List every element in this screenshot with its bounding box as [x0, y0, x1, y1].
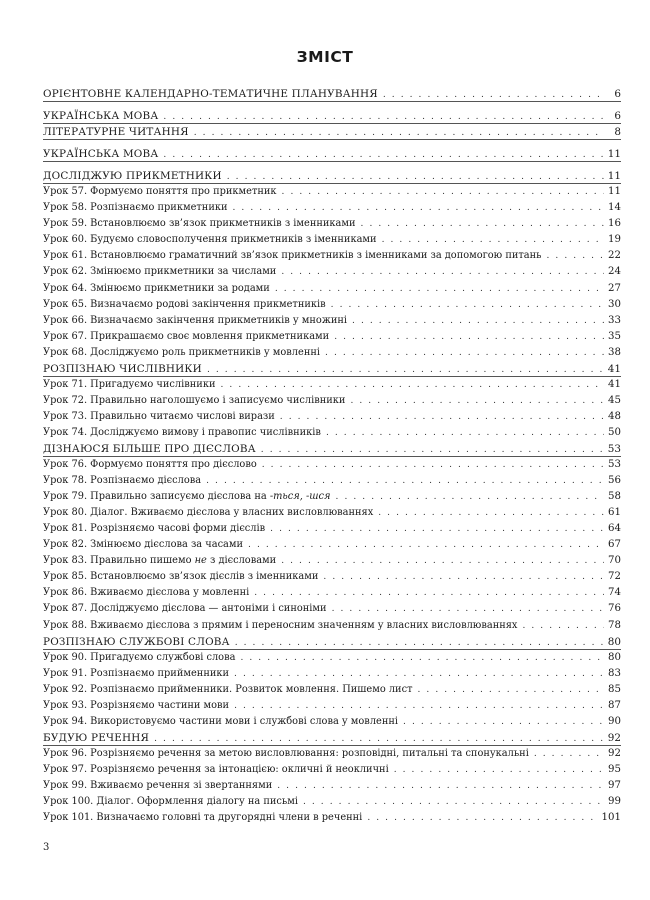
toc-entry-title: Урок 87. Досліджуємо дієслова — антоніми і синоніми: [43, 603, 327, 615]
toc-page-number: 67: [608, 539, 621, 551]
dot-leader: [418, 684, 605, 696]
toc-entry-title: Урок 82. Змінюємо дієслова за часами: [43, 539, 244, 551]
toc-lesson-row[interactable]: [43, 329, 621, 345]
toc-section-row[interactable]: [43, 730, 621, 746]
dot-leader: [331, 299, 604, 311]
dot-leader: [235, 637, 604, 649]
dot-leader: [336, 491, 604, 503]
toc-page-number: 22: [608, 250, 621, 262]
toc-page-number: 53: [608, 459, 621, 471]
toc-page-number: 14: [608, 202, 621, 214]
toc-page-number: 72: [608, 571, 621, 583]
toc-entry-title: РОЗПІЗНАЮ СЛУЖБОВІ СЛОВА: [43, 635, 230, 648]
table-of-contents: [43, 86, 621, 826]
toc-entry-title: Урок 92. Розпізнаємо прийменники. Розвиток мовлення. Пишемо лист: [43, 683, 413, 695]
toc-lesson-row[interactable]: [43, 264, 621, 280]
dot-leader: [303, 796, 604, 808]
toc-page-number: 8: [614, 126, 621, 139]
toc-lesson-row[interactable]: [43, 393, 621, 409]
toc-page-number: 99: [608, 796, 621, 808]
toc-page-number: 35: [608, 330, 621, 342]
dot-leader: [277, 780, 604, 792]
toc-entry-title: Урок 73. Правильно читаємо числові вирази: [43, 410, 275, 422]
toc-page-number: 11: [607, 170, 621, 183]
dot-leader: [332, 603, 604, 615]
dot-leader: [323, 571, 604, 583]
toc-entry-title: УКРАЇНСЬКА МОВА: [43, 148, 159, 161]
toc-section-row[interactable]: [43, 168, 621, 184]
toc-lesson-row[interactable]: [43, 377, 621, 393]
dot-leader: [352, 315, 604, 327]
toc-lesson-row[interactable]: [43, 457, 621, 473]
page-number: 3: [43, 842, 50, 853]
toc-lesson-row[interactable]: [43, 569, 621, 585]
toc-page-number: 101: [601, 812, 621, 824]
toc-page-number: 33: [608, 314, 621, 326]
toc-lesson-row[interactable]: [43, 200, 621, 216]
toc-page-number: 19: [608, 234, 621, 246]
toc-page-number: 24: [608, 266, 621, 278]
toc-lesson-row[interactable]: [43, 618, 621, 634]
toc-section-row[interactable]: [43, 108, 621, 124]
toc-entry-title: РОЗПІЗНАЮ ЧИСЛІВНИКИ: [43, 362, 202, 375]
toc-page-number: 50: [608, 426, 621, 438]
toc-entry-title: Урок 59. Встановлюємо зв’язок прикметників з іменниками: [43, 218, 356, 230]
dot-leader: [394, 764, 604, 776]
dot-leader: [383, 89, 604, 101]
dot-leader: [522, 620, 604, 632]
dot-leader: [254, 587, 604, 599]
toc-lesson-row[interactable]: [43, 585, 621, 601]
toc-entry-title: Урок 86. Вживаємо дієслова у мовленні: [43, 587, 250, 599]
toc-lesson-row[interactable]: [43, 601, 621, 617]
dot-leader: [154, 733, 604, 745]
dot-leader: [221, 379, 605, 391]
toc-lesson-row[interactable]: [43, 345, 621, 361]
toc-entry-title: Урок 66. Визначаємо закінчення прикметників у множині: [43, 314, 348, 326]
dot-leader: [280, 411, 604, 423]
toc-page-number: 80: [608, 651, 621, 663]
toc-entry-title: БУДУЮ РЕЧЕННЯ: [43, 731, 150, 744]
toc-lesson-row[interactable]: [43, 650, 621, 666]
toc-page-number: 48: [608, 410, 621, 422]
dot-leader: [234, 668, 604, 680]
dot-leader: [233, 202, 604, 214]
toc-lesson-row[interactable]: [43, 698, 621, 714]
toc-page-number: 61: [608, 507, 621, 519]
toc-page-number: 83: [608, 667, 621, 679]
toc-entry-title: Урок 100. Діалог. Оформлення діалогу на письмі: [43, 796, 298, 808]
toc-page-number: 70: [608, 555, 621, 567]
toc-lesson-row[interactable]: [43, 810, 621, 826]
toc-entry-title: ОРІЄНТОВНЕ КАЛЕНДАРНО-ТЕМАТИЧНЕ ПЛАНУВАННЯ: [43, 88, 378, 100]
dot-leader: [206, 475, 604, 487]
toc-lesson-row[interactable]: [43, 216, 621, 232]
toc-entry-title: Урок 67. Прикрашаємо своє мовлення прикметниками: [43, 330, 330, 342]
toc-page-number: 95: [608, 763, 621, 775]
toc-page-number: 64: [608, 523, 621, 535]
dot-leader: [163, 149, 604, 161]
toc-entry-title: Урок 99. Вживаємо речення зі звертаннями: [43, 779, 273, 791]
toc-lesson-row[interactable]: [43, 248, 621, 264]
toc-lesson-row[interactable]: [43, 489, 621, 505]
toc-page-number: 87: [608, 699, 621, 711]
toc-lesson-row[interactable]: [43, 297, 621, 313]
toc-entry-title: Урок 68. Досліджуємо роль прикметників у мовленні: [43, 346, 321, 358]
toc-entry-title: Урок 79. Правильно записуємо дієслова на -ться, -шся: [43, 491, 331, 503]
toc-entry-title: Урок 90. Пригадуємо службові слова: [43, 651, 236, 663]
dot-leader: [270, 523, 604, 535]
dot-leader: [378, 507, 604, 519]
toc-page-number: 80: [607, 635, 621, 648]
toc-page-number: 97: [608, 779, 621, 791]
dot-leader: [234, 700, 604, 712]
dot-leader: [326, 427, 604, 439]
toc-lesson-row[interactable]: [43, 746, 621, 762]
toc-entry-title: Урок 64. Змінюємо прикметники за родами: [43, 282, 270, 294]
toc-entry-title: ДОСЛІДЖУЮ ПРИКМЕТНИКИ: [43, 170, 222, 183]
toc-entry-title: Урок 60. Будуємо словосполучення прикметників з іменниками: [43, 234, 377, 246]
toc-page-number: 11: [607, 148, 621, 161]
dot-leader: [325, 347, 604, 359]
toc-page-number: 6: [614, 110, 621, 123]
toc-lesson-row[interactable]: [43, 666, 621, 682]
toc-page-number: 85: [608, 683, 621, 695]
toc-page-number: 11: [608, 186, 621, 198]
toc-entry-title: Урок 80. Діалог. Вживаємо дієслова у власних висловлюваннях: [43, 507, 374, 519]
dot-leader: [227, 171, 604, 183]
toc-section-row[interactable]: [43, 361, 621, 377]
toc-lesson-row[interactable]: [43, 409, 621, 425]
toc-page-number: 53: [607, 442, 621, 455]
toc-lesson-row[interactable]: [43, 682, 621, 698]
toc-entry-title: Урок 65. Визначаємо родові закінчення прикметників: [43, 298, 326, 310]
toc-entry-title: Урок 93. Розрізняємо частини мови: [43, 699, 230, 711]
dot-leader: [534, 748, 604, 760]
toc-page-number: 45: [608, 394, 621, 406]
toc-page-number: 74: [608, 587, 621, 599]
page-title: ЗМІСТ: [296, 48, 354, 66]
toc-lesson-row[interactable]: [43, 553, 621, 569]
toc-page-number: 58: [608, 491, 621, 503]
toc-entry-title: ДІЗНАЮСЯ БІЛЬШЕ ПРО ДІЄСЛОВА: [43, 442, 256, 455]
dot-leader: [350, 395, 604, 407]
toc-section-row[interactable]: [43, 146, 621, 162]
toc-page-number: 30: [608, 298, 621, 310]
toc-lesson-row[interactable]: [43, 521, 621, 537]
toc-page-number: 56: [608, 475, 621, 487]
dot-leader: [248, 539, 604, 551]
dot-leader: [207, 364, 604, 376]
toc-entry-title: Урок 78. Розпізнаємо дієслова: [43, 475, 202, 487]
dot-leader: [361, 218, 604, 230]
toc-entry-title: Урок 83. Правильно пишемо не з дієсловами: [43, 555, 277, 567]
toc-lesson-row[interactable]: [43, 281, 621, 297]
dot-leader: [334, 331, 604, 343]
toc-entry-title: Урок 71. Пригадуємо числівники: [43, 378, 216, 390]
toc-lesson-row[interactable]: [43, 505, 621, 521]
toc-page-number: 92: [607, 731, 621, 744]
toc-page-number: 38: [608, 346, 621, 358]
toc-page-number: 90: [608, 715, 621, 727]
toc-entry-title: Урок 72. Правильно наголошуємо і записуємо числівники: [43, 394, 346, 406]
toc-lesson-row[interactable]: [43, 184, 621, 200]
toc-page-number: 92: [608, 747, 621, 759]
dot-leader: [282, 186, 604, 198]
toc-page-number: 78: [608, 619, 621, 631]
toc-lesson-row[interactable]: [43, 232, 621, 248]
dot-leader: [262, 459, 604, 471]
toc-entry-title: Урок 76. Формуємо поняття про дієслово: [43, 459, 257, 471]
toc-lesson-row[interactable]: [43, 425, 621, 441]
dot-leader: [261, 444, 604, 456]
dot-leader: [367, 812, 598, 824]
toc-lesson-row[interactable]: [43, 762, 621, 778]
toc-lesson-row[interactable]: [43, 778, 621, 794]
toc-entry-title: УКРАЇНСЬКА МОВА: [43, 110, 159, 123]
toc-lesson-row[interactable]: [43, 714, 621, 730]
toc-lesson-row[interactable]: [43, 537, 621, 553]
toc-entry-title: Урок 58. Розпізнаємо прикметники: [43, 202, 228, 214]
toc-section-row[interactable]: [43, 441, 621, 457]
toc-entry-title: Урок 62. Змінюємо прикметники за числами: [43, 266, 277, 278]
toc-section-row[interactable]: [43, 86, 621, 102]
toc-section-row[interactable]: [43, 634, 621, 650]
toc-entry-title: Урок 101. Визначаємо головні та другорядні члени в реченні: [43, 812, 363, 824]
toc-entry-title: Урок 85. Встановлюємо зв’язок дієслів з іменниками: [43, 571, 319, 583]
dot-leader: [547, 250, 604, 262]
dot-leader: [403, 716, 604, 728]
toc-entry-title: Урок 74. Досліджуємо вимову і правопис числівників: [43, 426, 321, 438]
toc-entry-title: Урок 81. Розрізняємо часові форми дієслів: [43, 523, 266, 535]
toc-page-number: 6: [614, 88, 621, 100]
toc-entry-title: ЛІТЕРАТУРНЕ ЧИТАННЯ: [43, 126, 189, 139]
toc-entry-title: Урок 96. Розрізняємо речення за метою висловлювання: розповідні, питальні та спонукальні: [43, 747, 529, 759]
toc-lesson-row[interactable]: [43, 313, 621, 329]
dot-leader: [163, 111, 604, 123]
toc-entry-title: Урок 91. Розпізнаємо прийменники: [43, 667, 230, 679]
toc-entry-title: Урок 97. Розрізняємо речення за інтонацією: окличні й неокличні: [43, 763, 389, 775]
toc-page-number: 16: [608, 218, 621, 230]
toc-page-number: 41: [607, 362, 621, 375]
dot-leader: [382, 234, 604, 246]
dot-leader: [275, 283, 604, 295]
toc-page-number: 76: [608, 603, 621, 615]
toc-lesson-row[interactable]: [43, 794, 621, 810]
dot-leader: [281, 266, 604, 278]
dot-leader: [281, 555, 604, 567]
toc-section-row[interactable]: [43, 124, 621, 140]
toc-entry-title: Урок 61. Встановлюємо граматичний зв’язок прикметників з іменниками за допомогою питань: [43, 250, 542, 262]
dot-leader: [240, 652, 604, 664]
toc-entry-title: Урок 88. Вживаємо дієслова з прямим і переносним значенням у власних висловлюваннях: [43, 619, 518, 631]
toc-entry-title: Урок 94. Використовуємо частини мови і службові слова у мовленні: [43, 715, 399, 727]
dot-leader: [194, 127, 604, 139]
toc-entry-title: Урок 57. Формуємо поняття про прикметник: [43, 186, 277, 198]
toc-page-number: 41: [608, 378, 621, 390]
toc-lesson-row[interactable]: [43, 473, 621, 489]
toc-page-number: 27: [608, 282, 621, 294]
